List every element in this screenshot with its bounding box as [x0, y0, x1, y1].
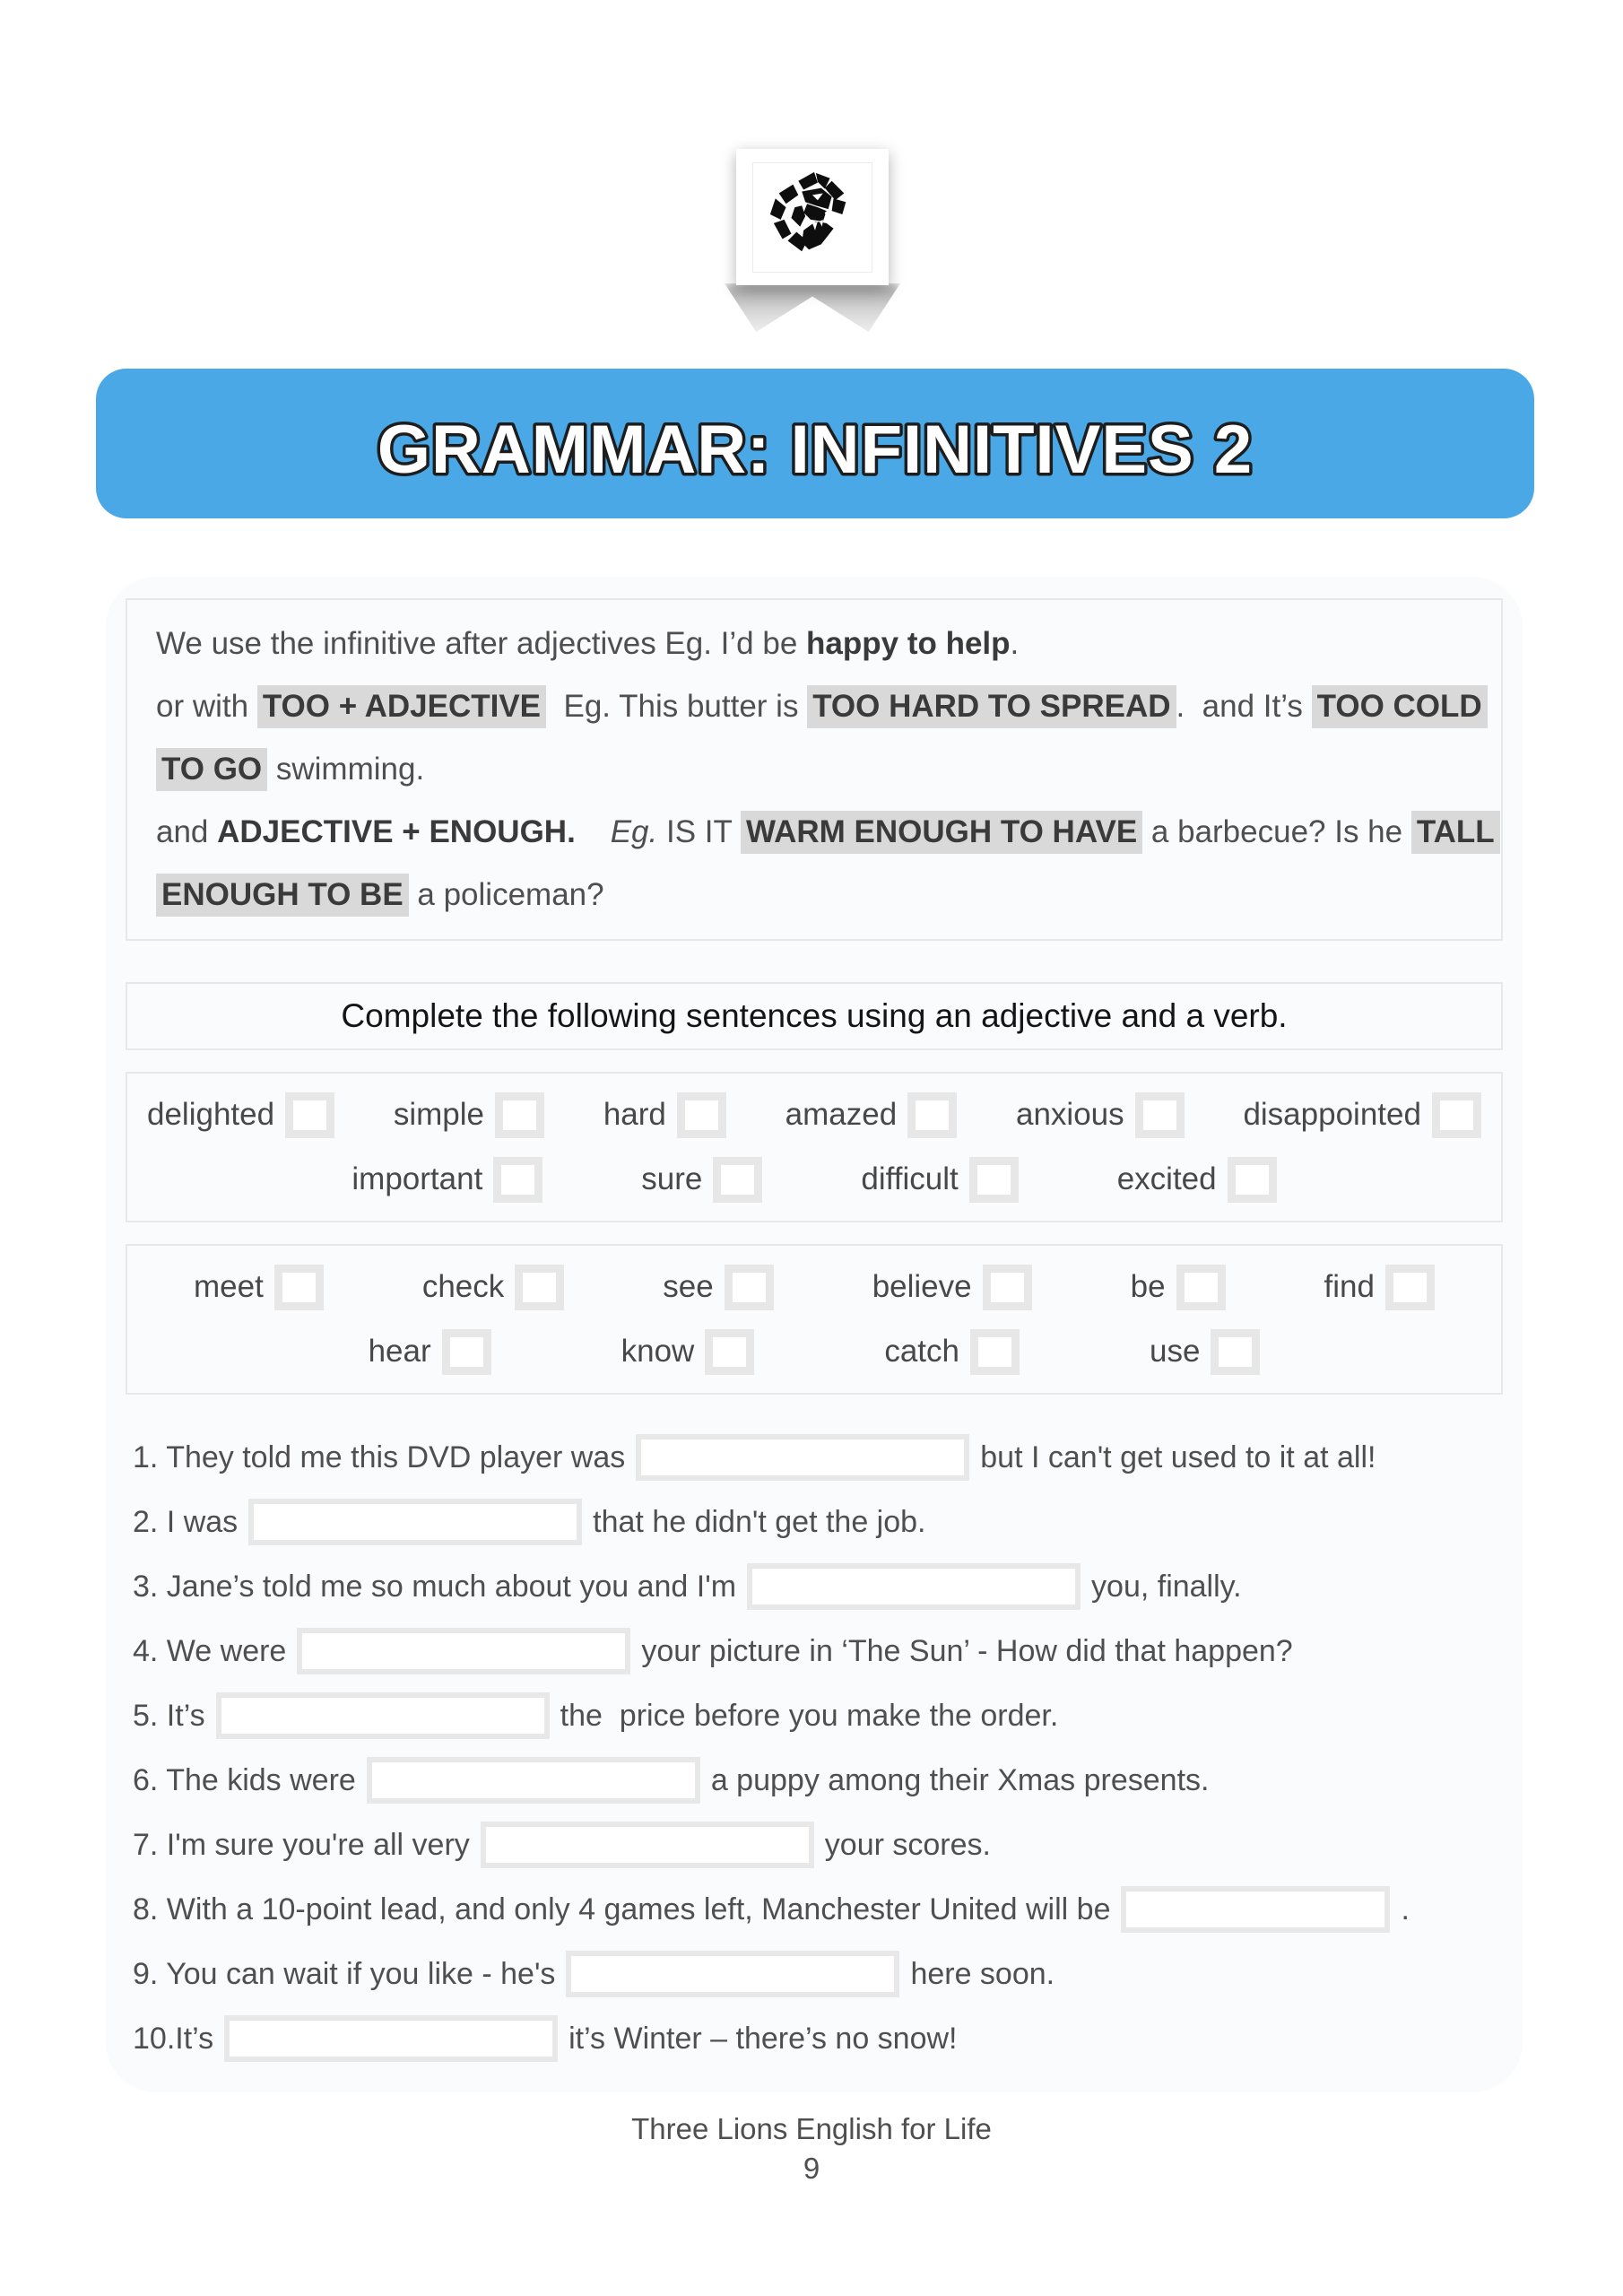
explanation-line: [156, 613, 1472, 675]
word-item: [1131, 1265, 1226, 1310]
sentence-text-after: here soon.: [910, 1956, 1055, 1991]
answer-blank[interactable]: [248, 1499, 582, 1545]
word-label: meet: [194, 1269, 264, 1304]
word-label: important: [352, 1161, 483, 1196]
verb-word-bank: [126, 1244, 1503, 1395]
word-item: [369, 1329, 491, 1375]
word-item: [663, 1265, 773, 1310]
lion-logo-icon: [752, 162, 872, 273]
word-item: [1243, 1092, 1481, 1138]
highlighted-term: ENOUGH TO BE: [156, 874, 409, 917]
word-label: sure: [641, 1161, 703, 1196]
answer-blank[interactable]: [297, 1628, 630, 1674]
sentence-text-after: a puppy among their Xmas presents.: [710, 1762, 1210, 1797]
lion-icon: [757, 167, 868, 264]
word-item: [394, 1092, 544, 1138]
answer-blank[interactable]: [636, 1434, 969, 1481]
instruction-box: [126, 982, 1503, 1050]
word-checkbox[interactable]: [970, 1329, 1020, 1375]
word-checkbox[interactable]: [907, 1092, 957, 1138]
word-checkbox[interactable]: [713, 1157, 762, 1203]
word-item: [621, 1329, 755, 1375]
sentence-row: [133, 1813, 1499, 1877]
word-item: [1150, 1329, 1260, 1375]
sentence-text-before: 5. It’s: [133, 1698, 205, 1733]
word-label: be: [1130, 1269, 1166, 1304]
sentence-row: [133, 1619, 1499, 1683]
word-checkbox[interactable]: [969, 1157, 1019, 1203]
answer-blank[interactable]: [216, 1692, 550, 1739]
sentence-row: [133, 2006, 1499, 2071]
logo-card: [736, 149, 889, 285]
sentence-text-before: 4. We were: [133, 1633, 287, 1668]
word-label: excited: [1116, 1161, 1217, 1196]
word-checkbox[interactable]: [705, 1329, 754, 1375]
word-checkbox[interactable]: [1176, 1265, 1226, 1310]
footer-brand: Three Lions English for Life: [631, 2112, 992, 2145]
answer-blank[interactable]: [481, 1822, 814, 1868]
word-label: know: [621, 1334, 695, 1369]
word-item: [352, 1157, 542, 1203]
highlighted-term: WARM ENOUGH TO HAVE: [741, 811, 1142, 854]
sentence-text-after: you, finally.: [1091, 1569, 1242, 1604]
explanation-text: Eg. This butter is: [546, 689, 808, 724]
word-item: [422, 1265, 564, 1310]
sentence-text-before: 1. They told me this DVD player was: [133, 1439, 626, 1474]
logo-area: [728, 149, 897, 337]
explanation-line: [156, 864, 1472, 926]
sentence-text-before: 3. Jane’s told me so much about you and I'm: [133, 1569, 737, 1604]
answer-blank[interactable]: [566, 1951, 899, 1997]
explanation-line: [156, 801, 1495, 864]
explanation-text: and: [156, 814, 218, 849]
explanation-text: a policeman?: [408, 877, 604, 912]
word-label: difficult: [861, 1161, 959, 1196]
word-checkbox[interactable]: [495, 1092, 544, 1138]
explanation-text: swimming.: [267, 752, 425, 787]
sentence-text-before: 8. With a 10-point lead, and only 4 games left, Manchester United will be: [133, 1892, 1111, 1926]
word-checkbox[interactable]: [983, 1265, 1032, 1310]
sentence-text-after: .: [1401, 1892, 1410, 1926]
word-checkbox[interactable]: [274, 1265, 324, 1310]
word-item: [1016, 1092, 1185, 1138]
sentence-row: [133, 1748, 1499, 1813]
footer-page-number: 9: [803, 2152, 820, 2185]
word-item: [1117, 1157, 1277, 1203]
sentences-list: [133, 1425, 1499, 2071]
sentence-text-before: 2. I was: [133, 1504, 239, 1539]
word-checkbox[interactable]: [725, 1265, 774, 1310]
sentence-row: [133, 1425, 1499, 1490]
highlighted-term: TOO + ADJECTIVE: [257, 685, 546, 728]
page-title: GRAMMAR: INFINITIVES 2: [377, 412, 1254, 488]
highlighted-term: TOO COLD: [1312, 685, 1488, 728]
word-item: [785, 1092, 958, 1138]
sentence-text-after: that he didn't get the job.: [593, 1504, 926, 1539]
word-item: [603, 1092, 726, 1138]
explanation-box: [126, 598, 1503, 941]
word-checkbox[interactable]: [1211, 1329, 1260, 1375]
sentence-row: [133, 1490, 1499, 1554]
sentence-row: [133, 1554, 1499, 1619]
word-item: [641, 1157, 762, 1203]
instruction-text: Complete the following sentences using an adjective and a verb.: [341, 997, 1288, 1034]
sentence-text-before: 6. The kids were: [133, 1762, 356, 1797]
logo-ribbon-shadow: [725, 283, 900, 343]
word-item: [147, 1092, 334, 1138]
worksheet-panel: [106, 577, 1523, 2092]
explanation-text: .: [1010, 626, 1020, 661]
explanation-text: . and It’s: [1176, 689, 1312, 724]
word-checkbox[interactable]: [442, 1329, 491, 1375]
word-label: catch: [884, 1334, 959, 1369]
sentence-text-after: but I can't get used to it at all!: [980, 1439, 1376, 1474]
sentence-row: [133, 1683, 1499, 1748]
word-label: hear: [368, 1334, 431, 1369]
highlighted-term: TO GO: [156, 748, 267, 791]
answer-blank[interactable]: [224, 2015, 558, 2062]
word-label: simple: [393, 1097, 485, 1132]
word-checkbox[interactable]: [1228, 1157, 1277, 1203]
answer-blank[interactable]: [1121, 1886, 1390, 1933]
explanation-text: Eg.: [610, 814, 658, 849]
sentence-text-after: it’s Winter – there’s no snow!: [568, 2021, 958, 2056]
word-label: see: [663, 1269, 714, 1304]
adjective-word-bank: [126, 1072, 1503, 1222]
word-item: [194, 1265, 324, 1310]
sentence-text-after: your scores.: [824, 1827, 991, 1862]
word-checkbox[interactable]: [493, 1157, 542, 1203]
word-label: find: [1324, 1269, 1375, 1304]
explanation-text: We use the infinitive after adjectives Eg. I’d be: [156, 626, 807, 661]
verb-row-1: [147, 1255, 1481, 1319]
answer-blank[interactable]: [367, 1757, 700, 1804]
sentence-text-after: your picture in ‘The Sun’ - How did that happen?: [641, 1633, 1293, 1668]
highlighted-term: TOO HARD TO SPREAD: [807, 685, 1176, 728]
word-item: [861, 1157, 1018, 1203]
word-item: [1324, 1265, 1435, 1310]
explanation-bold-term: happy to help: [806, 626, 1011, 661]
page-footer: [0, 2109, 1623, 2188]
explanation-line: [156, 675, 1482, 738]
explanation-bold-term: ADJECTIVE + ENOUGH.: [217, 814, 576, 849]
word-checkbox[interactable]: [1432, 1092, 1481, 1138]
word-checkbox[interactable]: [1385, 1265, 1435, 1310]
sentence-text-after: the price before you make the order.: [560, 1698, 1059, 1733]
word-label: check: [421, 1269, 505, 1304]
explanation-text: or with: [156, 689, 257, 724]
explanation-line: [156, 738, 1472, 801]
explanation-text: IS IT: [657, 814, 741, 849]
word-checkbox[interactable]: [285, 1092, 334, 1138]
title-bar: [96, 369, 1534, 518]
word-label: hard: [603, 1097, 666, 1132]
verb-row-2: [147, 1319, 1481, 1384]
highlighted-term: TALL: [1411, 811, 1500, 854]
word-checkbox[interactable]: [515, 1265, 564, 1310]
word-checkbox[interactable]: [1135, 1092, 1185, 1138]
word-item: [872, 1265, 1032, 1310]
sentence-row: [133, 1877, 1499, 1942]
sentence-text-before: 10.It’s: [133, 2021, 214, 2056]
word-label: amazed: [785, 1097, 898, 1132]
word-label: anxious: [1016, 1097, 1124, 1132]
word-checkbox[interactable]: [677, 1092, 726, 1138]
word-label: delighted: [147, 1097, 275, 1132]
sentence-text-before: 7. I'm sure you're all very: [133, 1827, 470, 1862]
word-label: believe: [872, 1269, 972, 1304]
answer-blank[interactable]: [747, 1563, 1081, 1610]
explanation-text: [576, 814, 611, 850]
sentence-text-before: 9. You can wait if you like - he's: [133, 1956, 556, 1991]
explanation-text: a barbecue? Is he: [1142, 814, 1411, 849]
page-title-svg: [96, 369, 1534, 518]
word-label: use: [1150, 1334, 1201, 1369]
adjective-row-1: [147, 1083, 1481, 1147]
sentence-row: [133, 1942, 1499, 2006]
word-label: disappointed: [1243, 1097, 1421, 1132]
adjective-row-2: [147, 1147, 1481, 1212]
word-item: [884, 1329, 1020, 1375]
